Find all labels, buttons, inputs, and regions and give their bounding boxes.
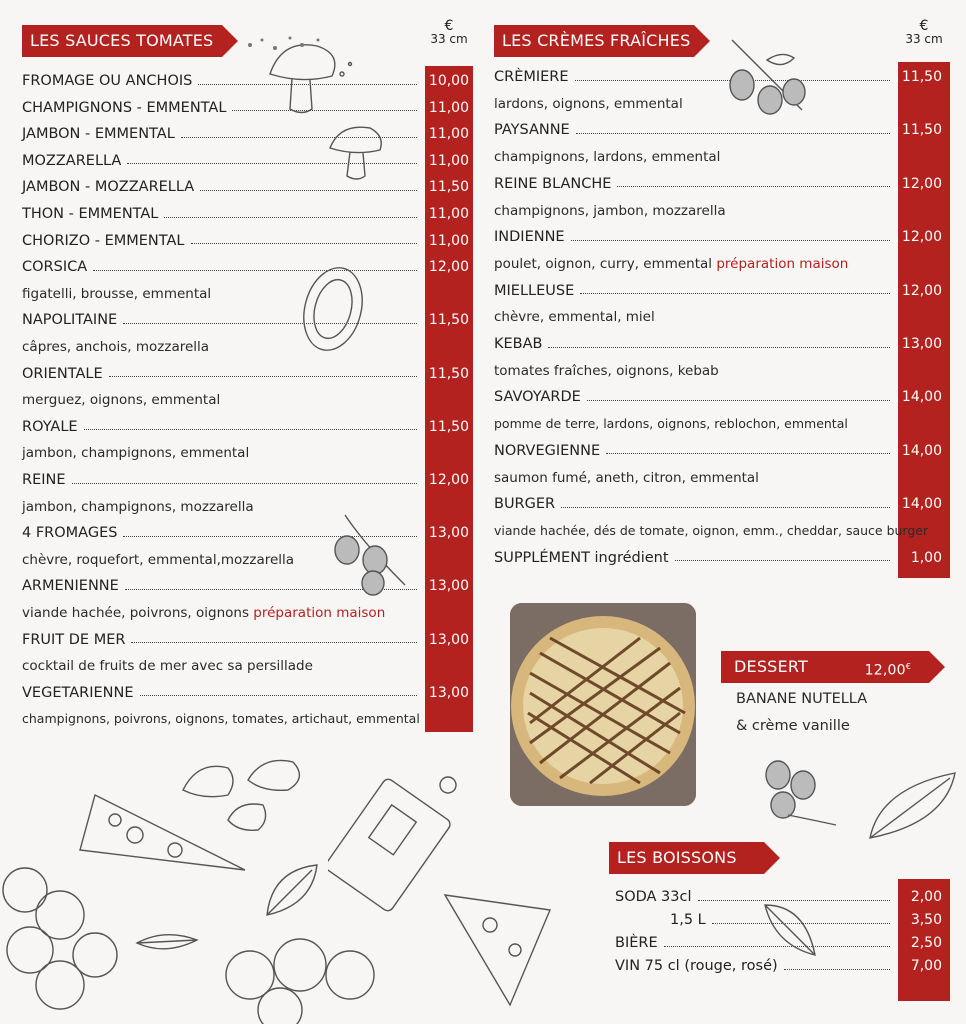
menu-item — [494, 491, 942, 517]
item-price: 11,50 — [428, 179, 469, 196]
item-ingredients: viande hachée, poivrons, oignons — [22, 605, 249, 621]
left-size-header — [425, 20, 473, 46]
menu-item — [494, 171, 942, 197]
item-name: FRUIT DE MER — [22, 631, 126, 648]
item-description — [494, 256, 848, 272]
item-price: 12,00 — [428, 259, 469, 276]
menu-item — [22, 680, 469, 706]
menu-item — [494, 278, 942, 304]
menu-item — [22, 201, 469, 227]
item-ingredients: jambon, champignons, emmental — [22, 445, 250, 462]
dotted-leader — [200, 190, 417, 191]
item-name: KEBAB — [494, 336, 543, 352]
item-price: 11,00 — [428, 126, 469, 143]
item-price: 14,00 — [901, 496, 942, 513]
basil-leaf-icon — [262, 860, 322, 925]
basil-leaf-small-icon — [135, 928, 200, 958]
drink-price: 2,00 — [910, 889, 942, 905]
item-name: THON - EMMENTAL — [22, 206, 159, 222]
dotted-leader — [606, 453, 890, 454]
drink-price: 3,50 — [910, 912, 942, 928]
drink-name: VIN 75 cl (rouge, rosé) — [615, 958, 778, 974]
item-name: PAYSANNE — [494, 122, 570, 139]
item-name: CHAMPIGNONS - EMMENTAL — [22, 99, 227, 116]
nutella-pizza-image — [510, 603, 696, 806]
boissons-title: LES BOISSONS — [617, 848, 737, 867]
item-name: MIELLEUSE — [494, 282, 575, 299]
dotted-leader — [561, 507, 890, 508]
tomato-cluster-icon — [0, 855, 130, 1024]
dotted-leader — [131, 642, 417, 643]
dotted-leader — [587, 400, 890, 401]
item-price: 10,00 — [428, 73, 469, 89]
item-ingredients: cocktail de fruits de mer avec sa persillade — [22, 658, 313, 675]
dotted-leader — [109, 376, 417, 377]
tomatoes-bottom-icon — [220, 925, 390, 1024]
item-name: VEGETARIENNE — [22, 684, 134, 701]
cremes-fraiches-banner — [494, 25, 694, 57]
item-description — [22, 658, 313, 674]
item-ingredients: câpres, anchois, mozzarella — [22, 339, 210, 355]
pizza-slice-2-icon — [440, 890, 555, 1010]
item-price: 11,00 — [428, 206, 469, 222]
item-ingredients: viande hachée, dés de tomate, oignon, emm., cheddar, sauce burger — [494, 522, 929, 538]
item-price: 12,00 — [901, 282, 942, 299]
item-ingredients: champignons, jambon, mozzarella — [494, 202, 726, 219]
dessert-title: DESSERT — [734, 657, 808, 676]
drink-item — [615, 885, 942, 909]
dessert-banner — [721, 651, 929, 683]
item-price: 13,00 — [428, 578, 469, 595]
item-description — [22, 339, 209, 355]
supplement-row — [494, 545, 942, 571]
menu-item — [494, 64, 942, 90]
item-price: 11,00 — [428, 99, 469, 116]
dotted-leader — [72, 483, 417, 484]
item-ingredients: chèvre, emmental, miel — [494, 309, 655, 326]
menu-item — [494, 438, 942, 464]
item-description — [22, 499, 254, 515]
item-description — [494, 96, 683, 112]
item-price: 11,50 — [428, 365, 469, 382]
item-description — [22, 711, 420, 726]
item-price: 14,00 — [901, 442, 942, 459]
item-name: ARMENIENNE — [22, 578, 119, 595]
mushrooms-cluster-icon — [178, 750, 318, 850]
item-description — [22, 445, 249, 461]
item-ingredients: jambon, champignons, mozzarella — [22, 498, 254, 515]
item-price: 14,00 — [901, 389, 942, 406]
item-ingredients: champignons, poivrons, oignons, tomates, artichaut, emmental — [22, 711, 420, 727]
item-name: NAPOLITAINE — [22, 312, 118, 329]
drink-price: 7,00 — [910, 958, 942, 974]
item-price: 11,50 — [901, 122, 942, 139]
drink-name: SODA 33cl — [615, 889, 692, 905]
menu-item — [494, 331, 942, 357]
cremes-fraiches-title: LES CRÈMES FRAÎCHES — [502, 31, 691, 50]
left-size-label: 33 cm — [430, 32, 468, 46]
olives-dessert-icon — [758, 755, 838, 830]
item-name: REINE BLANCHE — [494, 175, 612, 192]
item-price: 13,00 — [428, 684, 469, 701]
item-ingredients: merguez, oignons, emmental — [22, 392, 221, 409]
item-ingredients: poulet, oignon, curry, emmental — [494, 255, 713, 272]
item-price: 13,00 — [428, 631, 469, 648]
dessert-pizza-photo — [510, 603, 696, 806]
right-size-header — [898, 20, 950, 46]
item-price: 13,00 — [901, 336, 942, 352]
house-preparation-note: préparation maison — [716, 255, 849, 272]
item-name: REINE — [22, 472, 66, 488]
item-ingredients: saumon fumé, aneth, citron, emmental — [494, 469, 759, 486]
item-price: 11,00 — [428, 232, 469, 249]
pepper-dots-icon — [240, 30, 330, 60]
dotted-leader — [548, 347, 890, 348]
item-price: 11,50 — [428, 312, 469, 329]
item-name: MOZZARELLA — [22, 152, 122, 169]
item-price: 12,00 — [901, 229, 942, 246]
basil-leaf-drinks-icon — [760, 900, 820, 960]
dotted-leader — [93, 270, 417, 271]
dotted-leader — [140, 695, 418, 696]
olive-branch-icon — [722, 30, 812, 125]
item-description — [494, 470, 759, 486]
item-name: CORSICA — [22, 259, 88, 276]
menu-item — [494, 117, 942, 143]
house-preparation-note: préparation maison — [253, 605, 386, 621]
menu-item — [22, 414, 469, 440]
item-ingredients: pomme de terre, lardons, oignons, reblochon, emmental — [494, 416, 848, 432]
dotted-leader — [784, 969, 890, 970]
menu-item — [494, 224, 942, 250]
item-ingredients: lardons, oignons, emmental — [494, 95, 683, 112]
item-name: CRÈMIERE — [494, 69, 569, 85]
dotted-leader — [164, 217, 417, 218]
menu-item — [22, 228, 469, 254]
mushroom-sketch-2-icon — [325, 118, 395, 188]
item-name: 4 FROMAGES — [22, 525, 118, 542]
sauces-tomates-title: LES SAUCES TOMATES — [30, 31, 214, 50]
item-name: FROMAGE OU ANCHOIS — [22, 73, 193, 89]
left-currency: € — [444, 18, 454, 34]
item-price: 11,00 — [428, 152, 469, 169]
dotted-leader — [576, 133, 890, 134]
item-description — [22, 552, 294, 568]
boissons-banner — [609, 842, 764, 874]
item-price: 11,50 — [901, 69, 942, 85]
item-name: JAMBON - EMMENTAL — [22, 126, 175, 143]
item-name: CHORIZO - EMMENTAL — [22, 232, 185, 249]
drink-name: BIÈRE — [615, 935, 658, 951]
item-description — [22, 392, 220, 408]
item-ingredients: tomates fraîches, oignons, kebab — [494, 362, 719, 379]
dotted-leader — [675, 560, 890, 561]
drink-price: 2,50 — [910, 935, 942, 951]
menu-item — [494, 384, 942, 410]
item-name: SAVOYARDE — [494, 389, 581, 406]
supplement-price: 1,00 — [910, 549, 942, 566]
right-size-label: 33 cm — [905, 32, 943, 46]
item-price: 12,00 — [428, 472, 469, 488]
olive-branch-left-icon — [325, 505, 415, 600]
dessert-line2: & crème vanille — [736, 718, 850, 734]
item-ingredients: chèvre, roquefort, emmental,mozzarella — [22, 551, 295, 568]
item-name: JAMBON - MOZZARELLA — [22, 179, 195, 196]
dotted-leader — [571, 240, 890, 241]
item-name: ORIENTALE — [22, 365, 103, 382]
item-description — [22, 605, 385, 621]
sauces-tomates-banner — [22, 25, 222, 57]
item-price: 13,00 — [428, 525, 469, 542]
item-name: INDIENNE — [494, 229, 565, 246]
drink-name: 1,5 L — [670, 912, 706, 928]
item-description — [494, 416, 848, 431]
item-price: 11,50 — [428, 418, 469, 435]
dotted-leader — [123, 323, 417, 324]
item-name: NORVEGIENNE — [494, 442, 601, 459]
item-description — [494, 523, 928, 538]
dotted-leader — [191, 243, 417, 244]
basil-leaf-right-icon — [865, 768, 960, 843]
menu-item — [22, 627, 469, 653]
dotted-leader — [580, 293, 890, 294]
item-description — [494, 203, 726, 219]
item-description — [494, 149, 720, 165]
dotted-leader — [617, 186, 890, 187]
item-description — [494, 309, 655, 325]
dessert-line1: BANANE NUTELLA — [736, 691, 868, 707]
item-ingredients: figatelli, brousse, emmental — [22, 285, 212, 302]
cucumber-slice-icon — [298, 262, 368, 357]
drink-item — [615, 954, 942, 978]
drink-item — [615, 931, 942, 955]
menu-item — [22, 361, 469, 387]
dotted-leader — [84, 429, 417, 430]
right-currency: € — [919, 18, 929, 34]
item-price: 12,00 — [901, 175, 942, 192]
item-name: ROYALE — [22, 418, 78, 435]
item-name: BURGER — [494, 496, 556, 513]
dessert-price: 12,00€ — [864, 662, 911, 679]
supplement-name: SUPPLÉMENT ingrédient — [494, 549, 669, 566]
item-description — [494, 363, 719, 379]
item-description — [22, 286, 211, 302]
menu-item — [22, 467, 469, 493]
item-ingredients: champignons, lardons, emmental — [494, 149, 721, 166]
